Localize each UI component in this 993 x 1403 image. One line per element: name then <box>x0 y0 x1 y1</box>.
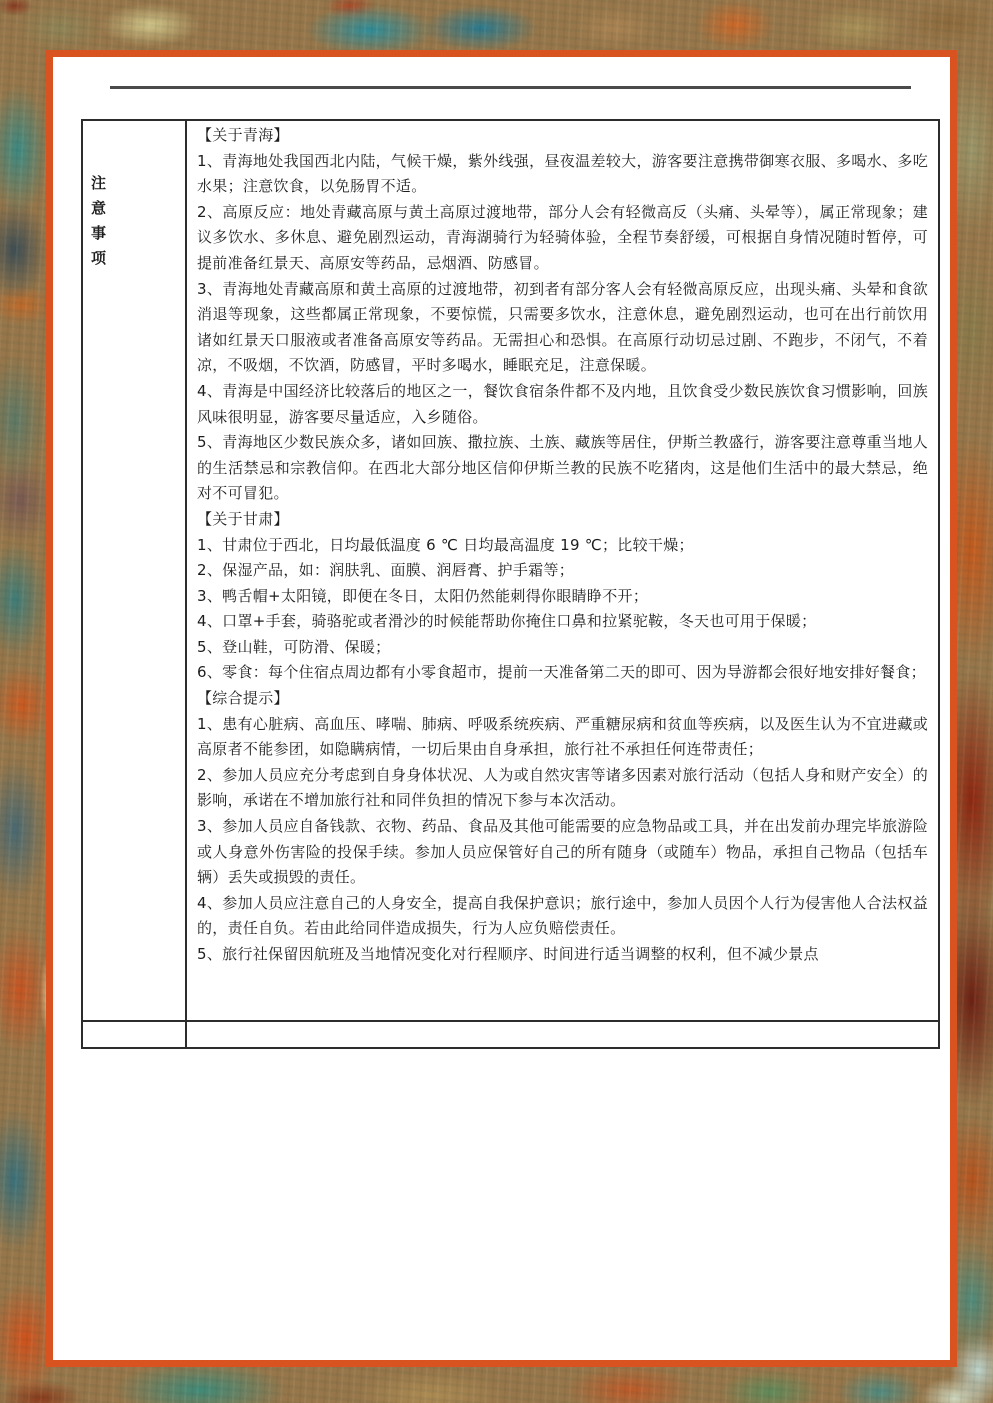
notice-paragraph: 2、参加人员应充分考虑到自身身体状况、人为或自然灾害等诸多因素对旅行活动（包括人身和财产安全）的影响，承诺在不增加旅行社和同伴负担的情况下参与本次活动。 <box>197 765 928 810</box>
section-header: 【关于甘肃】 <box>197 509 289 528</box>
empty-content-cell <box>186 1021 939 1048</box>
notice-paragraph: 3、鸭舌帽+太阳镜，即便在冬日，太阳仍然能刺得你眼睛睁不开； <box>197 586 649 605</box>
notice-content-cell <box>186 120 939 1021</box>
notice-paragraph: 4、青海是中国经济比较落后的地区之一，餐饮食宿条件都不及内地，且饮食受少数民族饮食习惯影响，回族风味很明显，游客要尽量适应，入乡随俗。 <box>197 381 928 426</box>
empty-label-cell <box>82 1021 186 1048</box>
notice-paragraph: 3、青海地处青藏高原和黄土高原的过渡地带，初到者有部分客人会有轻微高原反应，出现头痛、头晕和食欲消退等现象，这些都属正常现象，不要惊慌，只需要多饮水，注意休息，避免剧烈运动，也可在出行前饮用诸如红景天口服液或者准备高原安等药品。无需担心和恐惧。在高原行动切忌过剧、不跑步，不闭气，不着凉，不吸烟，不饮酒，防感冒，平时多喝水，睡眠充足，注意保暖。 <box>197 279 928 375</box>
notice-paragraph: 6、零食：每个住宿点周边都有小零食超市，提前一天准备第二天的即可、因为导游都会很好地安排好餐食； <box>197 663 926 682</box>
notice-row <box>82 120 939 1021</box>
notice-paragraph: 1、甘肃位于西北，日均最低温度 6 ℃ 日均最高温度 19 ℃；比较干燥； <box>197 535 694 554</box>
notice-label-char: 项 <box>91 249 107 267</box>
notice-paragraph: 1、患有心脏病、高血压、哮喘、肺病、呼吸系统疾病、严重糖尿病和贫血等疾病，以及医生认为不宜进藏或高原者不能参团，如隐瞒病情，一切后果由自身承担，旅行社不承担任何连带责任； <box>197 714 928 759</box>
notice-paragraph: 2、保湿产品，如：润肤乳、面膜、润唇膏、护手霜等； <box>197 561 575 580</box>
header-rule <box>110 86 911 89</box>
notice-label-cell <box>82 120 186 1021</box>
notice-paragraph: 3、参加人员应自备钱款、衣物、药品、食品及其他可能需要的应急物品或工具，并在出发前办理完毕旅游险或人身意外伤害险的投保手续。参加人员应保管好自己的所有随身（或随车）物品，承担自己物品（包括车辆）丢失或损毁的责任。 <box>197 817 928 887</box>
notice-table <box>81 119 940 1049</box>
notice-label-char: 意 <box>91 199 107 217</box>
document-sheet <box>46 50 957 1367</box>
notice-paragraph: 5、登山鞋，可防滑、保暖； <box>197 637 391 656</box>
notice-paragraph: 5、旅行社保留因航班及当地情况变化对行程顺序、时间进行适当调整的权利，但不减少景点 <box>197 945 819 963</box>
notice-paragraph: 2、高原反应：地处青藏高原与黄土高原过渡地带，部分人会有轻微高反（头痛、头晕等），属正常现象；建议多饮水、多休息、避免剧烈运动，青海湖骑行为轻骑体验，全程节奏舒缓，可根据自身情况随时暂停，可提前准备红景天、高原安等药品，忌烟酒、防感冒。 <box>197 202 928 272</box>
notice-paragraph: 4、参加人员应注意自己的人身安全，提高自我保护意识；旅行途中，参加人员因个人行为侵害他人合法权益的，责任自负。若由此给同伴造成损失，行为人应负赔偿责任。 <box>197 893 928 938</box>
notice-paragraph: 5、青海地区少数民族众多，诸如回族、撒拉族、土族、藏族等居住，伊斯兰教盛行，游客要注意尊重当地人的生活禁忌和宗教信仰。在西北大部分地区信仰伊斯兰教的民族不吃猪肉，这是他们生活中的最大禁忌，绝对不可冒犯。 <box>197 433 928 503</box>
notice-label-char: 事 <box>91 224 107 242</box>
notice-label-char: 注 <box>91 174 107 192</box>
notice-paragraph: 4、口罩+手套，骑骆驼或者滑沙的时候能帮助你掩住口鼻和拉紧驼鞍，冬天也可用于保暖； <box>197 612 817 631</box>
section-header: 【综合提示】 <box>197 689 289 708</box>
section-header: 【关于青海】 <box>197 126 289 144</box>
empty-row <box>82 1021 939 1048</box>
notice-paragraph: 1、青海地处我国西北内陆，气候干燥，紫外线强，昼夜温差较大，游客要注意携带御寒衣服、多喝水、多吃水果；注意饮食，以免肠胃不适。 <box>197 151 928 196</box>
